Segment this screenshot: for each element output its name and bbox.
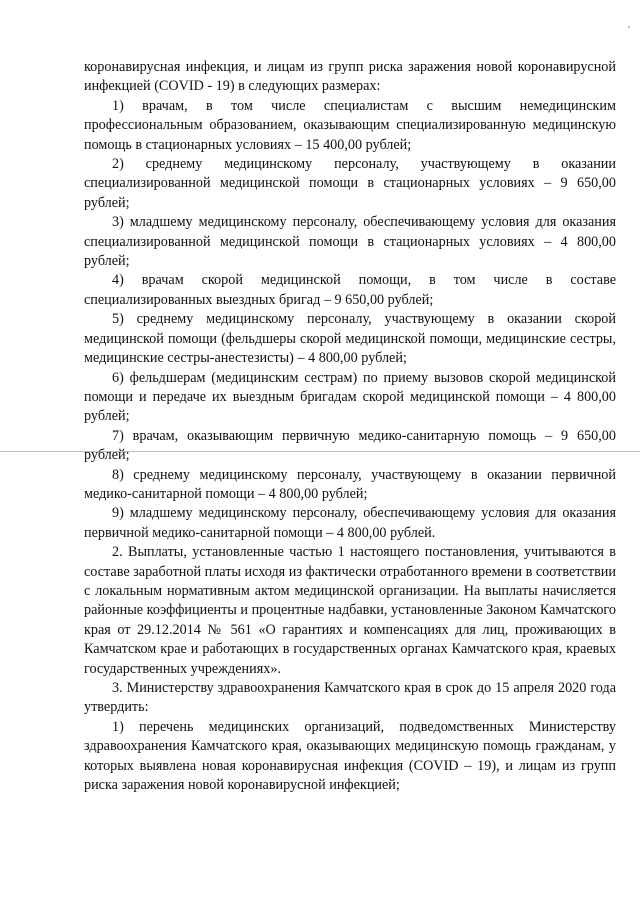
scan-artifact-mark [628,26,630,28]
paragraph-intro-continuation: коронавирусная инфекция, и лицам из групп риска заражения новой коронавирусной инфекцией (COVID - 19) в следующих размерах: [84,59,616,95]
section-2-payments: 2. Выплаты, установленные частью 1 настоящего постановления, учитываются в составе заработной платы исходя из фактически отработанного времени в соответствии с локальным нормативным актом медицинской организации. На выплаты начисляется районные коэффициенты и процентные надбавки, установленные Законом Камчатского края от 29.12.2014 № 561 «О гарантиях и компенсациях для лиц, проживающих в Камчатском крае и работающих в государственных органах Камчатского края, краевых государственных учреждениях». [84,544,616,677]
list-item-1-doctors-inpatient: 1) врачам, в том числе специалистам с высшим немедицинским профессиональным образованием, оказывающим специализированную медицинскую помощь в стационарных условиях – 15 400,00 рублей; [84,97,616,153]
list-item-7-primary-care-doctors: 7) врачам, оказывающим первичную медико-санитарную помощь – 9 650,00 рублей; [84,427,616,464]
document-body [84,58,616,795]
section-3-item-1-list: 1) перечень медицинских организаций, подведомственных Министерству здравоохранения Камчатского края, оказывающих медицинскую помощь гражданам, у которых выявлена новая коронавирусная инфекция (COVID – 19), и лицам из групп риска заражения новой коронавирусной инфекцией; [84,718,616,794]
list-item-4-ambulance-doctors: 4) врачам скорой медицинской помощи, в том числе в составе специализированных выездных бригад – 9 650,00 рублей; [84,272,616,308]
section-3-ministry: 3. Министерству здравоохранения Камчатского края в срок до 15 апреля 2020 года утвердить: [84,680,616,716]
list-item-2-nurses-inpatient: 2) среднему медицинскому персоналу, участвующему в оказании специализированной медицинской помощи в стационарных условиях – 9 650,00 рублей; [84,156,616,211]
list-item-9-primary-care-junior-staff: 9) младшему медицинскому персоналу, обеспечивающему условия для оказания первичной медико-санитарной помощи – 4 800,00 рублей. [84,505,616,541]
list-item-6-dispatch-paramedics: 6) фельдшерам (медицинским сестрам) по приему вызовов скорой медицинской помощи и передаче их выездным бригадам скорой медицинской помощи – 4 800,00 рублей; [84,369,616,425]
list-item-5-ambulance-nurses: 5) среднему медицинскому персоналу, участвующему в оказании скорой медицинской помощи (фельдшеры скорой медицинской помощи, медицинские сестры, медицинские сестры-анестезисты) – 4 800,00 рублей; [84,311,616,367]
list-item-3-junior-staff-inpatient: 3) младшему медицинскому персоналу, обеспечивающему условия для оказания специализированной медицинской помощи в стационарных условиях – 4 800,00 рублей; [84,214,616,270]
list-item-8-primary-care-nurses: 8) среднему медицинскому персоналу, участвующему в оказании первичной медико-санитарной помощи – 4 800,00 рублей; [84,466,616,502]
